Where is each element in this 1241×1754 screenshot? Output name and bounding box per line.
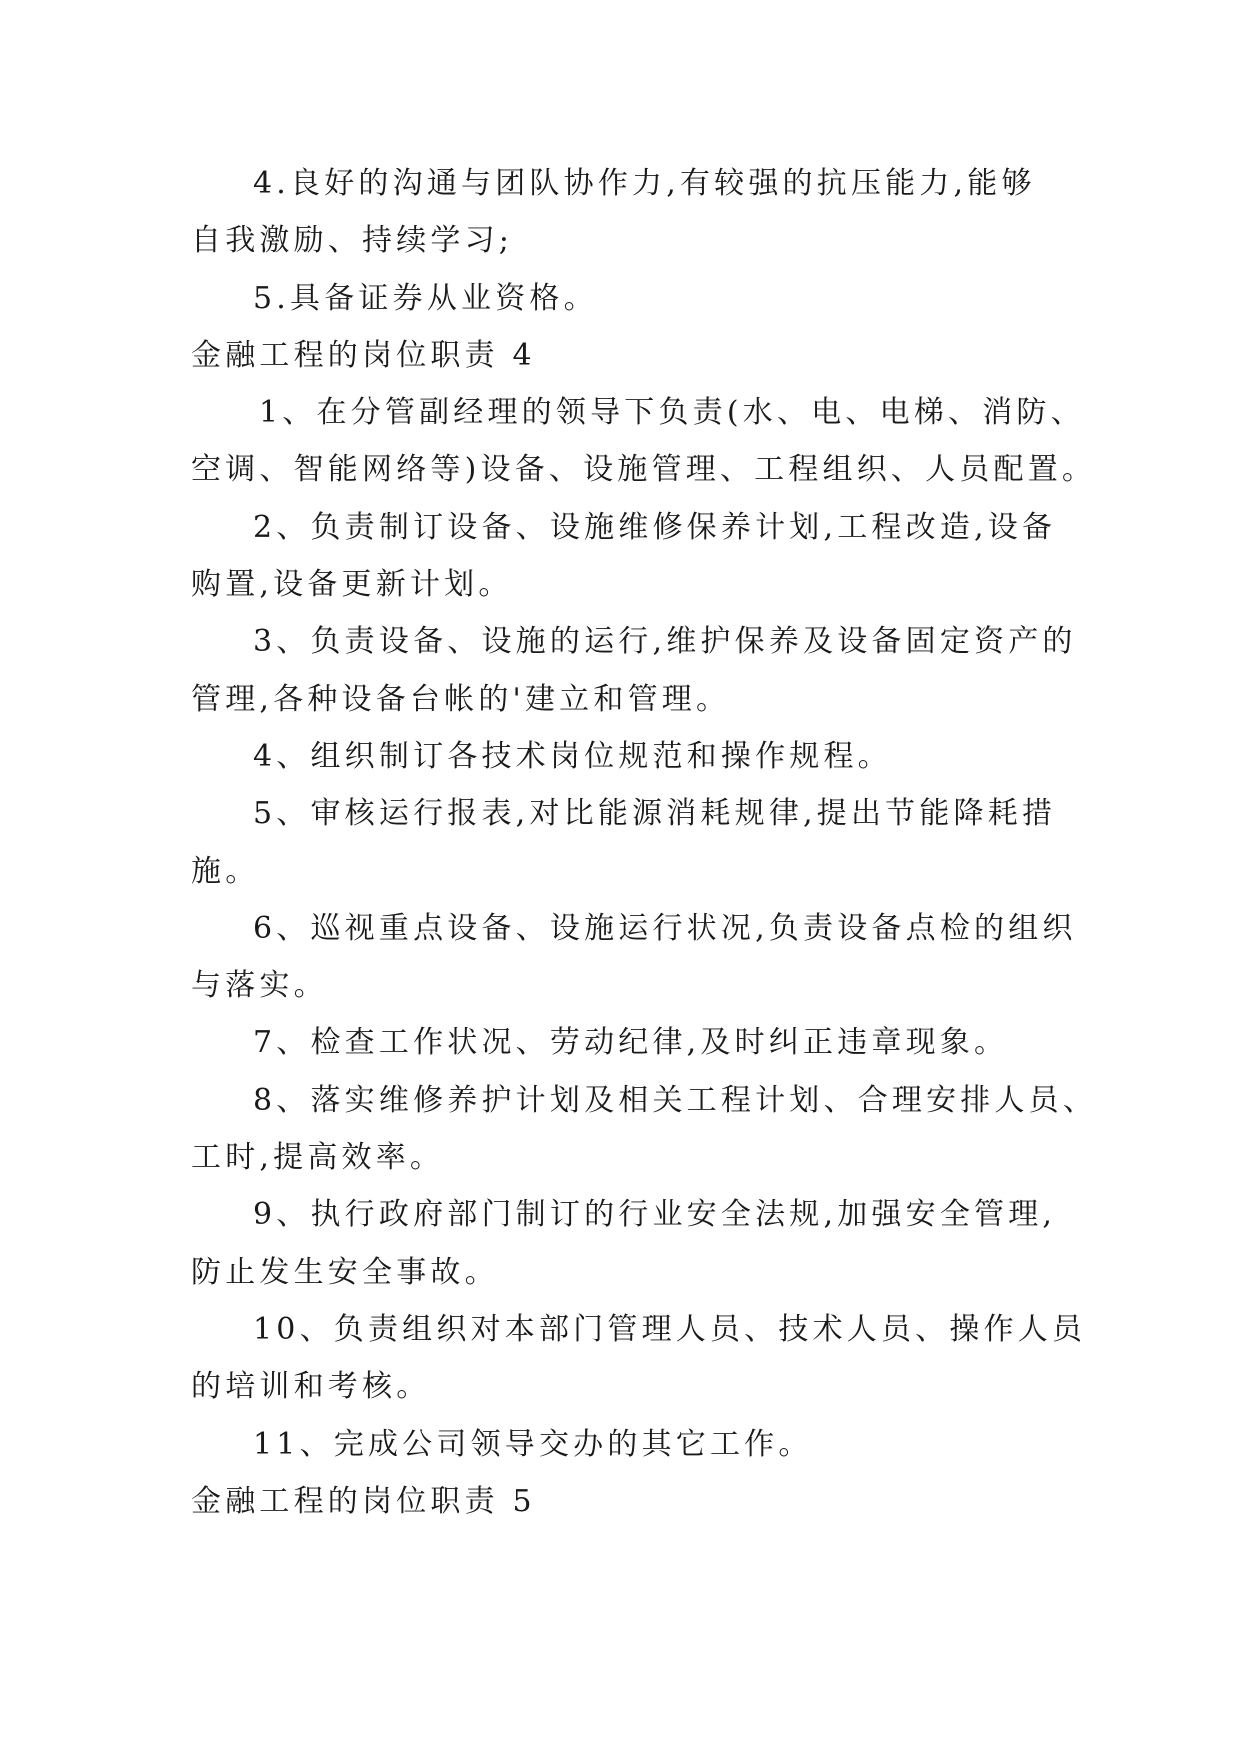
paragraph-line: 2、负责制订设备、设施维修保养计划,工程改造,设备 <box>253 509 1057 545</box>
paragraph-line: 11、完成公司领导交办的其它工作。 <box>253 1426 813 1462</box>
paragraph-line: 9、执行政府部门制订的行业安全法规,加强安全管理, <box>253 1197 1057 1233</box>
section-heading: 金融工程的岗位职责 4 <box>191 337 536 373</box>
paragraph-line: 自我激励、持续学习; <box>191 223 514 259</box>
paragraph-line: 与落实。 <box>191 968 328 1004</box>
section-heading: 金融工程的岗位职责 5 <box>191 1483 536 1519</box>
paragraph-line: 5.具备证券从业资格。 <box>253 280 598 316</box>
paragraph-line: 工时,提高效率。 <box>191 1140 445 1176</box>
paragraph-line: 8、落实维修养护计划及相关工程计划、合理安排人员、 <box>253 1082 1098 1118</box>
paragraph-line: 防止发生安全事故。 <box>191 1254 499 1290</box>
paragraph-line: 1、在分管副经理的领导下负责(水、电、电梯、消防、 <box>259 395 1085 431</box>
paragraph-line: 10、负责组织对本部门管理人员、技术人员、操作人员 <box>253 1311 1087 1347</box>
paragraph-line: 5、审核运行报表,对比能源消耗规律,提出节能降耗措 <box>253 796 1057 832</box>
paragraph-line: 7、检查工作状况、劳动纪律,及时纠正违章现象。 <box>253 1025 1009 1061</box>
paragraph-line: 3、负责设备、设施的运行,维护保养及设备固定资产的 <box>253 624 1077 660</box>
paragraph-line: 购置,设备更新计划。 <box>191 567 513 603</box>
document-body <box>191 155 1098 1530</box>
paragraph-line: 6、巡视重点设备、设施运行状况,负责设备点检的组织 <box>253 910 1077 946</box>
paragraph-line: 4、组织制订各技术岗位规范和操作规程。 <box>253 738 892 774</box>
paragraph-line: 空调、智能网络等)设备、设施管理、工程组织、人员配置。 <box>191 452 1097 488</box>
paragraph-line: 施。 <box>191 853 260 889</box>
paragraph-line: 的培训和考核。 <box>191 1369 431 1405</box>
paragraph-line: 4.良好的沟通与团队协作力,有较强的抗压能力,能够 <box>253 166 1036 201</box>
paragraph-line: 管理,各种设备台帐的'建立和管理。 <box>191 681 731 717</box>
